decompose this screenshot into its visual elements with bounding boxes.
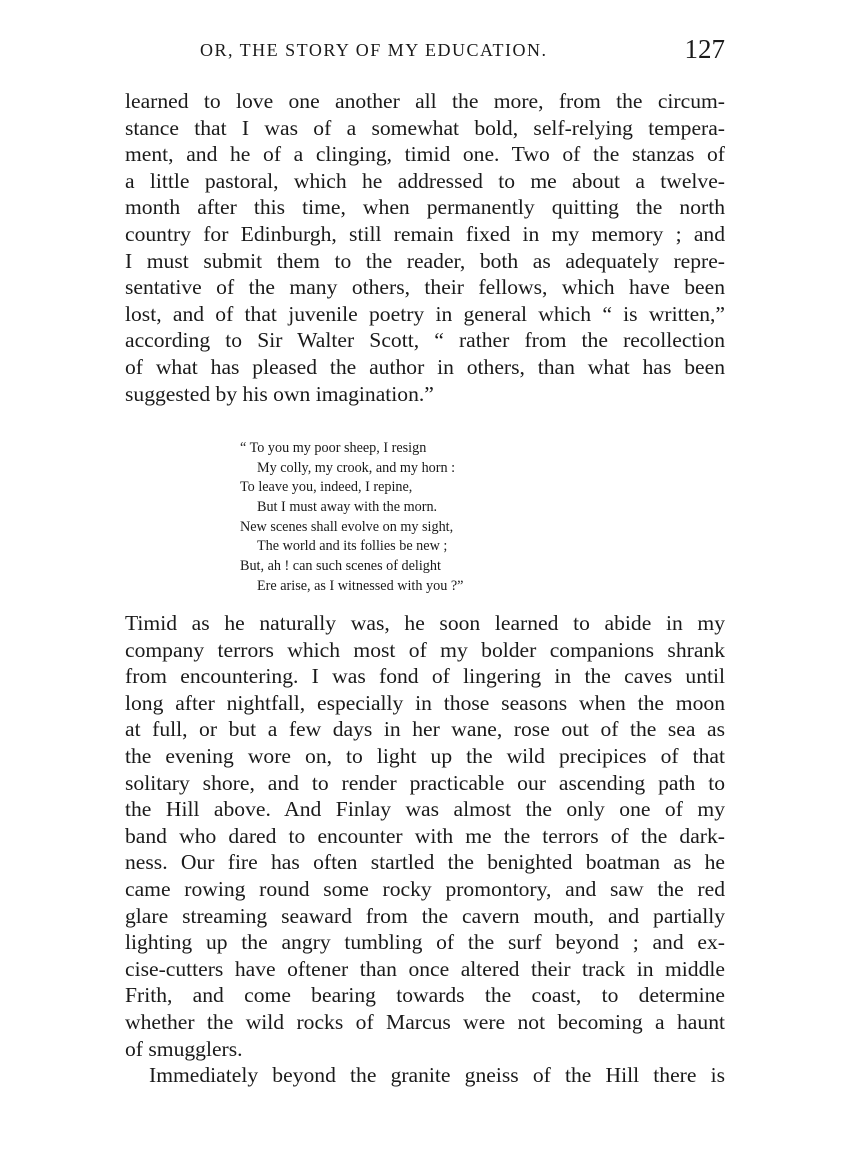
text-line: the Hill above. And Finlay was almost the only one of my — [125, 797, 725, 822]
text-line: band who dared to encounter with me the terrors of the dark- — [125, 823, 725, 848]
poem-line: The world and its follies be new ; — [257, 538, 448, 555]
text-line: learned to love one another all the more, from the circum- — [125, 89, 725, 113]
text-line: according to Sir Walter Scott, “ rather from the recollection — [125, 328, 725, 353]
text-line: whether the wild rocks of Marcus were not becoming a haunt — [125, 1009, 725, 1034]
text-line: at full, or but a few days in her wane, rose out of the sea as — [125, 717, 725, 742]
text-line: the evening wore on, to light up the wild precipices of that — [125, 743, 725, 768]
text-line: solitary shore, and to render practicable our ascending path to — [125, 770, 725, 795]
poem-line: Ere arise, as I witnessed with you ?” — [257, 577, 464, 594]
text-line: of smugglers. — [125, 1036, 243, 1061]
poem-line: But I must away with the morn. — [257, 499, 438, 516]
text-line: month after this time, when permanently quitting the north — [125, 195, 725, 220]
text-line: lighting up the angry tumbling of the surf beyond ; and ex- — [125, 930, 725, 955]
poem-line: To leave you, indeed, I repine, — [240, 479, 413, 496]
paragraph-1 — [125, 88, 725, 407]
text-line: country for Edinburgh, still remain fixed in my memory ; and — [125, 221, 725, 246]
text-line: glare streaming seaward from the cavern mouth, and partially — [125, 903, 725, 928]
text-line: ment, and he of a clinging, timid one. Two of the stanzas of — [125, 142, 725, 167]
text-line: stance that I was of a somewhat bold, self-relying tempera- — [125, 115, 725, 140]
text-line: of what has pleased the author in others, than what has been — [125, 354, 725, 379]
text-line: company terrors which most of my bolder companions shrank — [125, 637, 725, 662]
paragraph-2 — [125, 610, 725, 1089]
page-number: 127 — [684, 34, 725, 64]
text-line: cise-cutters have oftener than once altered their track in middle — [125, 956, 725, 981]
text-line: came rowing round some rocky promontory, and saw the red — [125, 876, 725, 901]
text-line: sentative of the many others, their fellows, which have been — [125, 275, 725, 300]
poem-quotation — [240, 439, 580, 597]
running-title: OR, THE STORY OF MY EDUCATION. — [200, 40, 548, 60]
poem-line: New scenes shall evolve on my sight, — [240, 518, 454, 535]
text-line: suggested by his own imagination.” — [125, 381, 434, 406]
poem-line: My colly, my crook, and my horn : — [257, 459, 456, 476]
text-line: Timid as he naturally was, he soon learned to abide in my — [125, 611, 725, 635]
text-line: Immediately beyond the granite gneiss of the Hill there is — [149, 1063, 725, 1088]
poem-line: “ To you my poor sheep, I resign — [240, 440, 427, 456]
text-line: from encountering. I was fond of lingering in the caves until — [125, 664, 725, 689]
page-header — [125, 34, 725, 68]
poem-line: But, ah ! can such scenes of delight — [240, 558, 441, 575]
text-line: lost, and of that juvenile poetry in general which “ is written,” — [125, 301, 725, 326]
text-line: ness. Our fire has often startled the benighted boatman as he — [125, 850, 725, 875]
text-line: Frith, and come bearing towards the coast, to determine — [125, 983, 725, 1008]
text-line: I must submit them to the reader, both as adequately repre- — [125, 248, 725, 273]
text-line: long after nightfall, especially in those seasons when the moon — [125, 690, 725, 715]
text-line: a little pastoral, which he addressed to me about a twelve- — [125, 168, 725, 193]
